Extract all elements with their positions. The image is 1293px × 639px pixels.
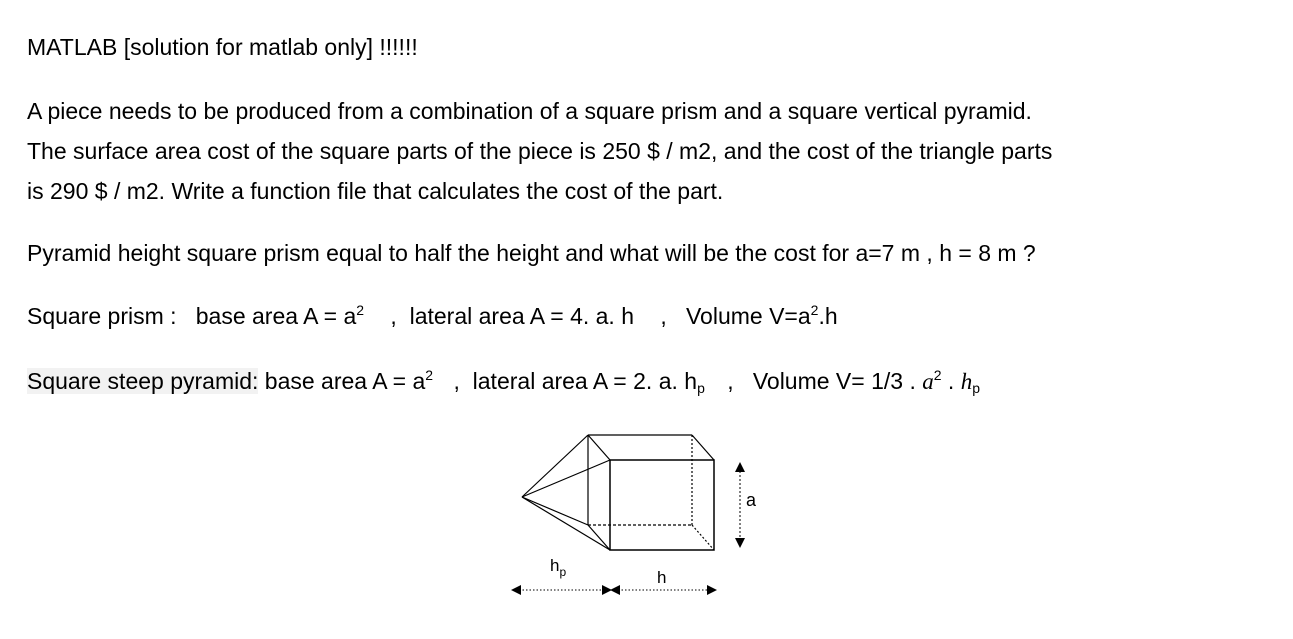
prism-pyramid-figure: [500, 425, 760, 610]
heading: MATLAB [solution for matlab only] !!!!!!: [27, 34, 418, 60]
pyramid-lateral-subscript: p: [697, 380, 705, 396]
pyramid-volume-dot: .: [941, 368, 961, 394]
question: Pyramid height square prism equal to half the height and what will be the cost for a=7 m , h = 8 m ?: [27, 240, 1036, 266]
prism-base-exponent: 2: [356, 302, 365, 318]
pyramid-volume: Volume V= 1/3 .: [752, 368, 923, 394]
pyramid-volume-subscript: p: [972, 380, 981, 396]
dimension-hp-letter: h: [550, 556, 560, 575]
prism-volume: Volume V=a: [685, 303, 811, 329]
prism-base-area: base area A = a: [195, 303, 357, 329]
problem-line-3: is 290 $ / m2. Write a function file that calculates the cost of the part.: [27, 178, 724, 204]
pyramid-lateral-area: lateral area A = 2. a. h: [472, 368, 698, 394]
pyramid-volume-exponent: 2: [933, 367, 942, 383]
dimension-hp-subscript: p: [559, 565, 567, 579]
prism-label: Square prism :: [27, 303, 177, 329]
prism-volume-exponent: 2: [810, 302, 819, 318]
prism-back-face: [588, 435, 692, 525]
prism-volume-end: .h: [818, 303, 838, 329]
prism-formulas: Square prism : base area $A = a^2$ , lateral area A = 4. a. h , Volume $V=a^2.h$: [27, 302, 838, 329]
prism-front-face: [610, 460, 714, 550]
pyramid-base-area: base area A = a: [264, 368, 426, 394]
prism-connecting-edges: [588, 435, 714, 550]
prism-lateral-area: lateral area A = 4. a. h: [409, 303, 635, 329]
dimension-h-label: h: [657, 568, 667, 587]
pyramid-edges: [522, 435, 610, 550]
pyramid-formulas: Square steep pyramid: base area $A = a^2$ , lateral area A = 2. a. $h_p$ , Volume V= 1/3 . $a^2$ . $h_p$: [27, 367, 981, 396]
pyramid-base-exponent: 2: [425, 367, 434, 383]
dimension-hp-label: [550, 556, 566, 579]
problem-line-2: The surface area cost of the square parts of the piece is 250 $ / m2, and the cost of the triangle parts: [27, 138, 1053, 164]
problem-line-1: A piece needs to be produced from a combination of a square prism and a square vertical pyramid.: [27, 98, 1032, 124]
pyramid-label: Square steep pyramid:: [27, 368, 259, 394]
pyramid-volume-h: h: [960, 369, 973, 394]
pyramid-volume-a: a: [922, 369, 934, 394]
dimension-a-label: a: [746, 490, 757, 510]
